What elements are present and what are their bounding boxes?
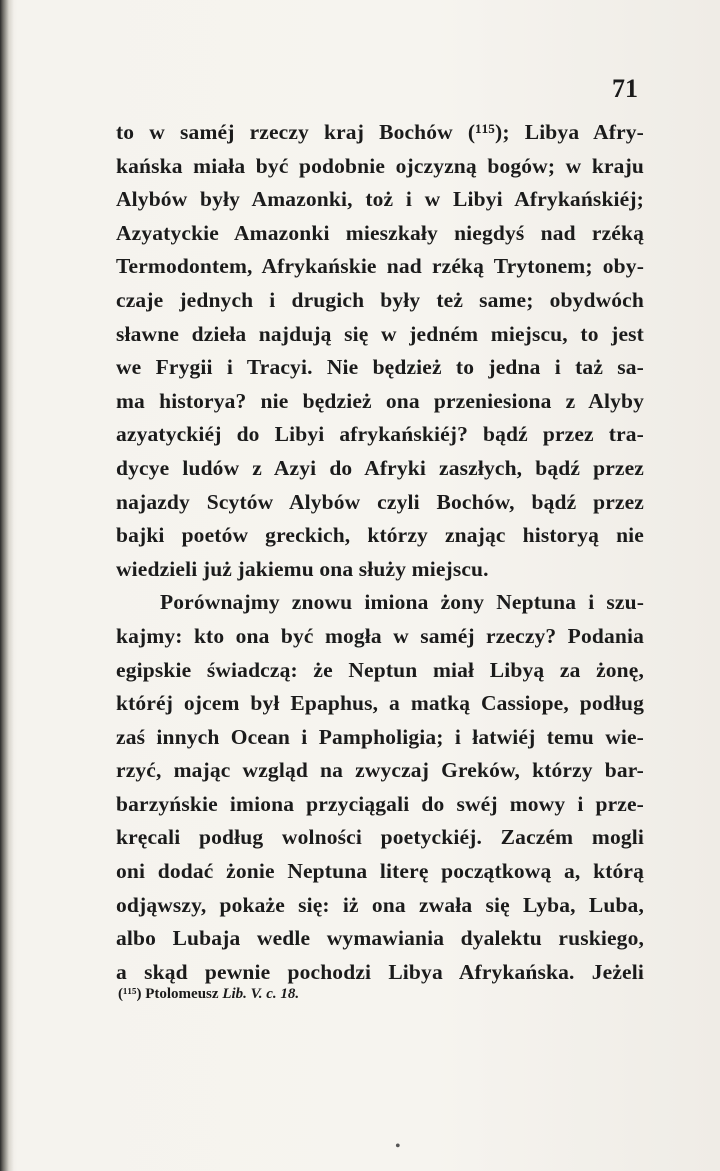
text-line: Azyatyckie Amazonki mieszkały niegdyś nad rzéką	[116, 220, 644, 245]
text-line: Termodontem, Afrykańskie nad rzéką Trytonem; oby-	[116, 254, 644, 279]
page-number: 71	[612, 74, 638, 103]
text-line: egipskie świadczą: że Neptun miał Libyą za żonę,	[116, 657, 644, 682]
text-line: oni dodać żonie Neptuna literę początkową a, którą	[116, 859, 644, 884]
text-line: we Frygii i Tracyi. Nie będzież to jedna i taż sa-	[116, 355, 644, 380]
text-line: zaś innych Ocean i Pampholigia; i łatwiéj temu wie-	[116, 724, 644, 749]
text-line: sławne dzieła najdują się w jedném miejscu, to jest	[116, 321, 644, 346]
bottom-mark: •	[395, 1138, 401, 1155]
text-line: któréj ojcem był Epaphus, a matką Cassiope, podług	[116, 691, 644, 716]
footnote-reference: Lib. V. c. 18.	[222, 986, 300, 1002]
text-line: albo Lubaja wedle wymawiania dyalektu ruskiego,	[116, 926, 644, 951]
text-line: azyatyckiéj do Libyi afrykańskiéj? bądź przez tra-	[116, 422, 644, 447]
footnote-author: Ptolomeusz	[145, 986, 219, 1002]
text-line: kręcali podług wolności poetyckiéj. Zaczém mogli	[116, 825, 644, 850]
text-line: czaje jednych i drugich były też same; obydwóch	[116, 287, 644, 312]
footnote	[118, 986, 299, 1003]
text-line: a skąd pewnie pochodzi Libya Afrykańska. Jeżeli	[116, 959, 644, 984]
text-line: Alybów były Amazonki, toż i w Libyi Afrykańskiéj;	[116, 187, 644, 212]
text-line: kańska miała być podobnie ojczyzną bogów; w kraju	[116, 153, 644, 178]
text-line: ma historya? nie będzież ona przeniesiona z Alyby	[116, 388, 644, 413]
page-spine-shadow	[0, 0, 14, 1171]
footnote-marker: (¹¹⁵)	[118, 986, 142, 1002]
text-line: barzyńskie imiona przyciągali do swéj mowy i prze-	[116, 791, 644, 816]
text-line: kajmy: kto ona być mogła w saméj rzeczy? Podania	[116, 623, 644, 648]
text-line: wiedzieli już jakiemu ona służy miejscu.	[116, 556, 489, 581]
text-line: najazdy Scytów Alybów czyli Bochów, bądź przez	[116, 489, 644, 514]
text-line: dycye ludów z Azyi do Afryki zaszłych, bądź przez	[116, 455, 644, 480]
text-line: rzyć, mając wzgląd na zwyczaj Greków, którzy bar-	[116, 758, 644, 783]
text-line: bajki poetów greckich, którzy znając historyą nie	[116, 523, 644, 548]
text-line: Porównajmy znowu imiona żony Neptuna i szu-	[160, 590, 644, 615]
text-line: odjąwszy, pokaże się: iż ona zwała się Lyba, Luba,	[116, 892, 644, 917]
body-text	[116, 116, 644, 989]
text-line: to w saméj rzeczy kraj Bochów (¹¹⁵); Libya Afry-	[116, 120, 644, 144]
